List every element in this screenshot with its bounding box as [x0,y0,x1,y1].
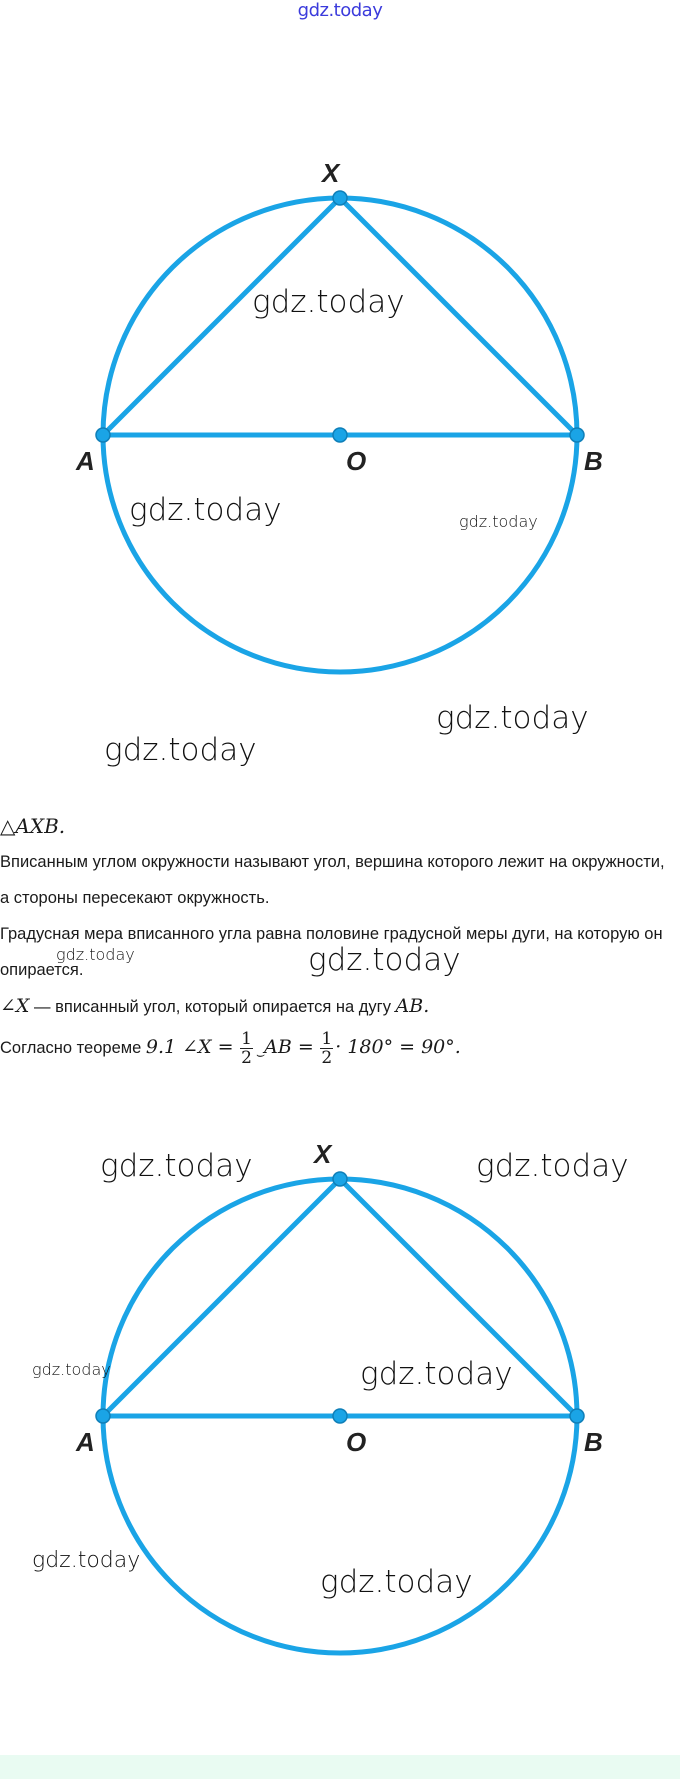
label-x: X [314,1139,332,1169]
arc-ab-math: AB. [395,995,430,1017]
formula-mid: AB = [264,1036,314,1058]
arc-symbol: ⌣ [254,1047,265,1063]
label-a: A [76,446,95,476]
label-o: O [346,1427,367,1457]
point-o [333,428,347,442]
formula-prefix: Согласно теореме [0,1039,146,1057]
solution-text [0,808,670,1073]
frac-num: 1 [321,1029,333,1050]
point-b [570,428,584,442]
watermark: gdz.today [320,1564,473,1600]
watermark: gdz.today [129,492,282,528]
label-b: B [584,446,603,476]
watermark: gdz.today [476,1148,629,1184]
point-x [333,191,347,205]
frac-den: 2 [241,1048,252,1069]
watermark: gdz.today [56,945,135,964]
angle-x-math: ∠X [0,995,30,1017]
point-o [333,1409,347,1423]
point-a [96,428,110,442]
label-b: B [584,1427,603,1457]
watermark: gdz.today [32,1548,141,1573]
theorem-paragraph: Градусная мера вписанного угла равна половине градусной меры дуги, на которую он опирается. [0,925,663,979]
point-b [570,1409,584,1423]
point-a [96,1409,110,1423]
fraction-one-half-1 [240,1030,253,1067]
watermark: gdz.today [360,1356,513,1392]
watermark: gdz.today [436,700,589,736]
formula-paragraph [0,1029,670,1073]
formula-end: · 180° = 90°. [335,1036,461,1058]
fraction-one-half-2 [320,1030,333,1067]
label-a: A [76,1427,95,1457]
frac-den: 2 [321,1048,333,1069]
formula-left: 9.1 ∠X = [145,1036,234,1058]
chord-ax [103,1179,340,1416]
site-link[interactable]: gdz.today [297,0,383,21]
angle-paragraph [0,988,670,1025]
point-x [333,1172,347,1186]
watermark: gdz.today [100,1148,253,1184]
circle-diagram-2 [0,1100,680,1760]
label-o: O [346,446,367,476]
label-x: X [322,158,340,188]
circle-diagram-1 [0,0,680,800]
watermark: gdz.today [104,732,257,768]
watermark: gdz.today [32,1360,111,1379]
watermark: gdz.today [308,942,461,978]
triangle-label: △AXB. [0,814,66,838]
definition-paragraph: Вписанным углом окружности называют угол, вершина которого лежит на окружности, а стороны пересекают окружность. [0,853,665,907]
watermark: gdz.today [252,284,405,320]
circle-figure-2 [0,1100,680,1760]
angle-x-text: — вписанный угол, который опирается на дугу [29,998,396,1016]
frac-num: 1 [241,1029,252,1050]
circle-figure-1 [0,0,680,800]
watermark: gdz.today [459,512,538,531]
footer-band [0,1755,680,1779]
